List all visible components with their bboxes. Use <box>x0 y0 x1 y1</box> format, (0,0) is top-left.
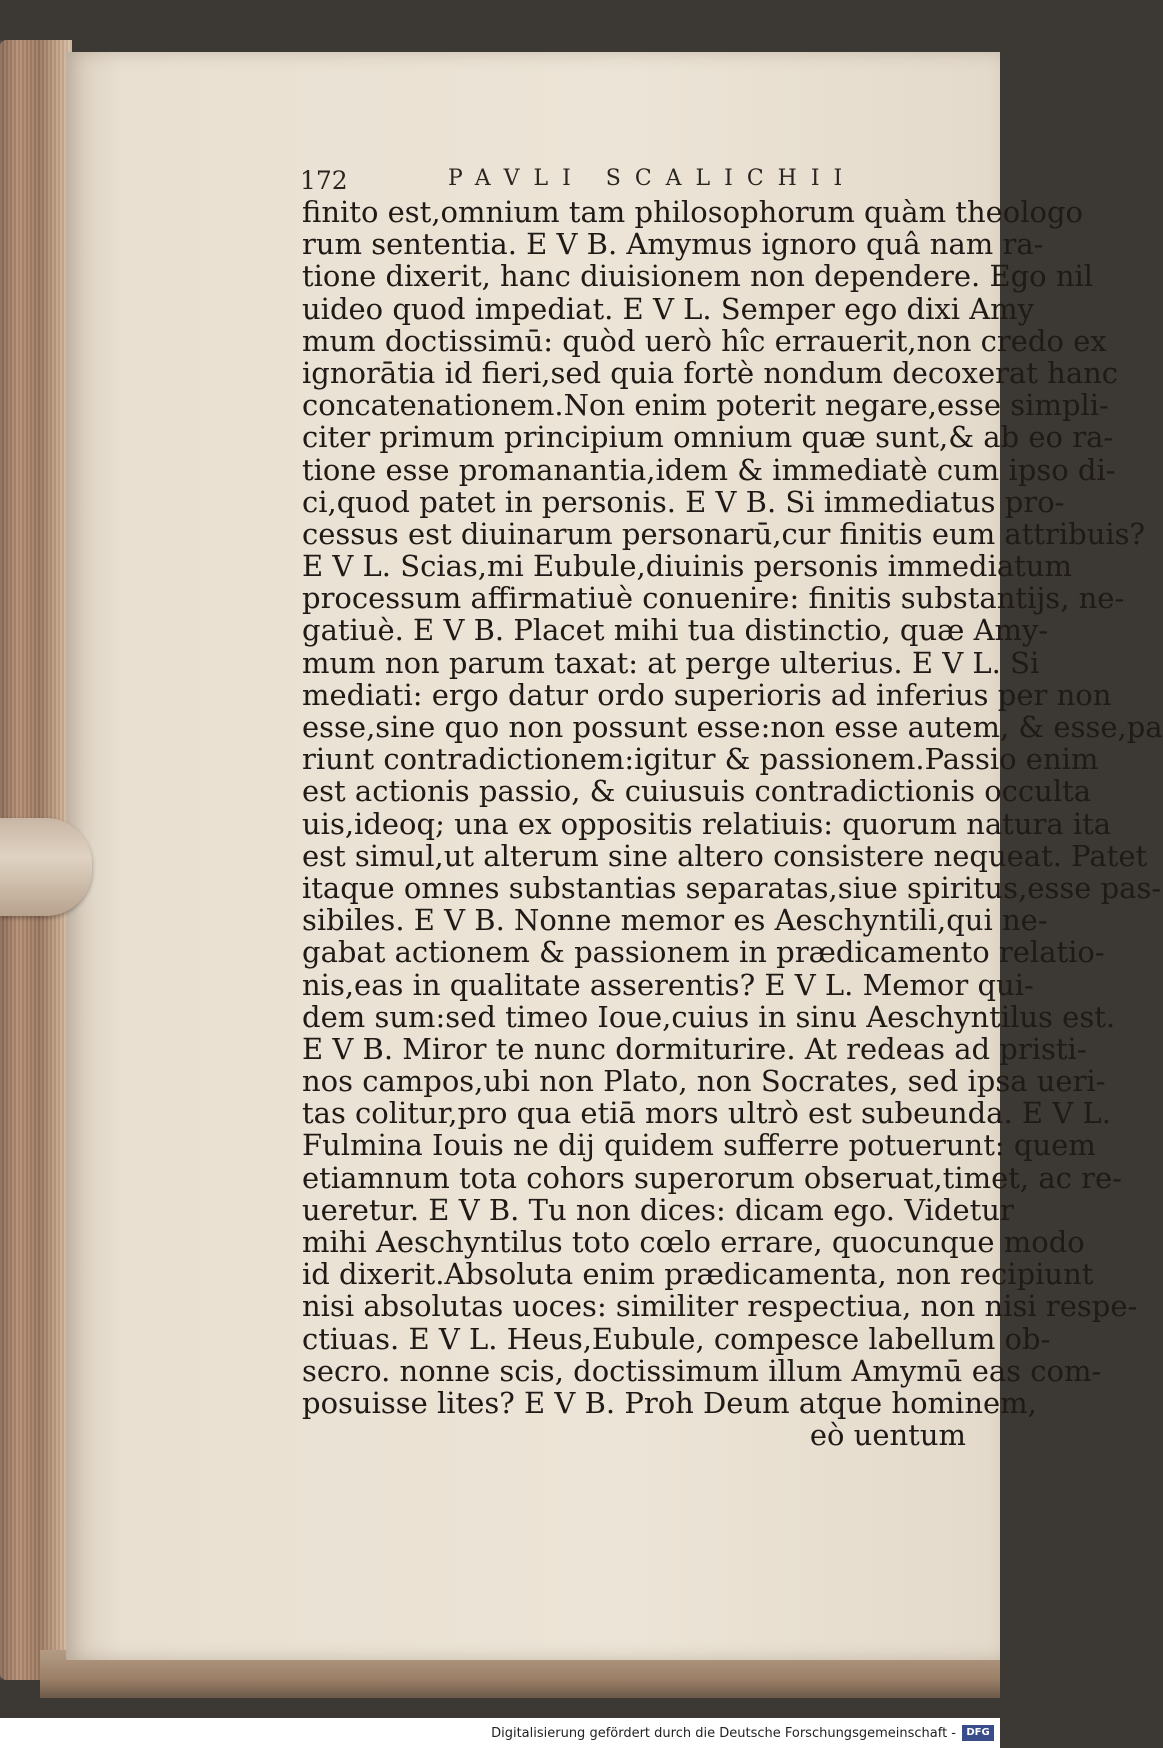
text-line: mediati: ergo datur ordo superioris ad inferius per non <box>302 677 1112 712</box>
text-line: mihi Aeschyntilus toto cœlo errare, quocunque modo <box>302 1225 1085 1259</box>
text-line: finito est,omnium tam philosophorum quàm theologo <box>302 195 1084 229</box>
text-line: ctiuas. E V L. Heus,Eubule, compesce labellum ob- <box>302 1321 1051 1356</box>
text-line: ueretur. E V B. Tu non dices: dicam ego. Videtur <box>302 1192 1014 1227</box>
text-line: processum affirmatiuè conuenire: finitis substantijs, ne- <box>302 581 1125 616</box>
text-line: E V L. Scias,mi Eubule,diuinis personis immediatum <box>302 549 1072 584</box>
body-text <box>302 195 1163 1453</box>
text-line: gabat actionem & passionem in prædicamento relatio- <box>302 935 1105 970</box>
text-line: sibiles. E V B. Nonne memor es Aeschyntili,qui ne- <box>302 903 1048 938</box>
text-line: tas colitur,pro qua etiā mors ultrò est subeunda. E V L. <box>302 1096 1111 1131</box>
digitization-footer <box>0 1718 1000 1748</box>
text-line: rum sententia. E V B. Amymus ignoro quâ nam ra- <box>302 227 1044 262</box>
funding-credit: Digitalisierung gefördert durch die Deutsche Forschungsgemeinschaft - <box>491 1726 956 1741</box>
text-line: Fulmina Iouis ne dij quidem sufferre potuerunt: quem <box>302 1128 1096 1163</box>
text-line: riunt contradictionem:igitur & passionem.Passio enim <box>302 742 1099 777</box>
text-line: cessus est diuinarum personarū,cur finitis eum attribuis? <box>302 516 1146 551</box>
text-line: id dixerit.Absoluta enim prædicamenta, non recipiunt <box>302 1257 1094 1292</box>
text-line: dem sum:sed timeo Ioue,cuius in sinu Aeschyntilus est. <box>302 999 1116 1034</box>
text-line: esse,sine quo non possunt esse:non esse autem, & esse,pa <box>302 710 1163 744</box>
text-line: concatenationem.Non enim poterit negare,esse simpli- <box>302 388 1109 423</box>
text-line: uis,ideoq; una ex oppositis relatiuis: quorum natura ita <box>302 806 1112 841</box>
text-line: ci,quod patet in personis. E V B. Si immediatus pro- <box>302 484 1065 519</box>
page-clip <box>0 818 92 916</box>
text-line: mum non parum taxat: at perge ulterius. E V L. Si <box>302 645 1040 680</box>
text-line: posuisse lites? E V B. Proh Deum atque hominem, <box>302 1385 1037 1420</box>
running-head: PAVLI SCALICHII <box>448 166 857 191</box>
text-line: nisi absolutas uoces: similiter respectiua, non nisi respe- <box>302 1289 1138 1324</box>
text-line: gatiuè. E V B. Placet mihi tua distinctio, quæ Amy- <box>302 613 1049 648</box>
text-line: E V B. Miror te nunc dormiturire. At redeas ad pristi- <box>302 1031 1087 1066</box>
text-line: secro. nonne scis, doctissimum illum Amymū eas com- <box>302 1353 1102 1388</box>
text-line: tione esse promanantia,idem & immediatè cum ipso di- <box>302 452 1116 487</box>
text-line: nis,eas in qualitate asserentis? E V L. Memor qui- <box>302 967 1034 1002</box>
text-line: uideo quod impediat. E V L. Semper ego dixi Amy <box>302 291 1035 326</box>
text-line: est actionis passio, & cuiusuis contradictionis occulta <box>302 774 1092 809</box>
text-line: citer primum principium omnium quæ sunt,& ab eo ra- <box>302 420 1114 455</box>
text-line: mum doctissimū: quòd uerò hîc errauerit,non credo ex <box>302 323 1107 358</box>
catchword: eò uentum <box>809 1418 966 1453</box>
text-line: est simul,ut alterum sine altero consistere nequeat. Patet <box>302 838 1148 873</box>
text-line: etiamnum tota cohors superorum obseruat,timet, ac re- <box>302 1160 1122 1195</box>
dfg-logo: DFG <box>962 1725 994 1741</box>
page-number: 172 <box>300 166 348 195</box>
text-line: itaque omnes substantias separatas,siue spiritus,esse pas- <box>302 870 1162 905</box>
text-line: nos campos,ubi non Plato, non Socrates, sed ipsa ueri- <box>302 1064 1106 1099</box>
text-line: ignorātia id fieri,sed quia fortè nondum decoxerat hanc <box>302 355 1119 390</box>
text-line: tione dixerit, hanc diuisionem non dependere. Ego nil <box>302 259 1094 294</box>
